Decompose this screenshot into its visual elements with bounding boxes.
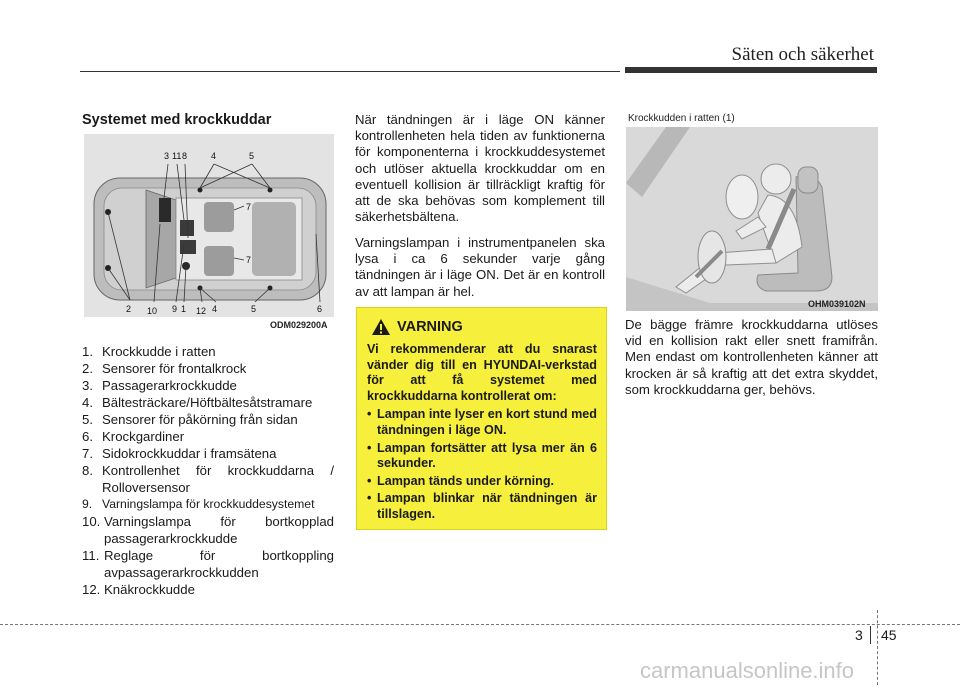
list-item: 12. Knäkrockkudde — [82, 582, 195, 597]
footer-rule — [0, 624, 960, 625]
callout-top-3: 8 — [182, 151, 188, 161]
airbag-legend-list — [82, 343, 334, 598]
list-item: 11. Reglage för bortkoppling avpassagerarkrockkudden — [82, 548, 334, 580]
callout-bottom-3: 9 — [172, 304, 178, 314]
header-rule — [80, 71, 620, 72]
list-item: 3. Passagerarkrockkudde — [82, 378, 237, 393]
driver-seat-illustration — [626, 127, 878, 311]
warning-header — [371, 318, 597, 336]
warning-box — [356, 307, 607, 530]
warning-title: VARNING — [397, 319, 463, 335]
warning-intro: Vi rekommenderar att du snarast vänder dig till en HYUNDAI-verkstad för att få systemet med krockkuddarna kontrollerat om: — [367, 342, 597, 403]
list-item: 9. Varningslampa för krockkuddesystemet — [82, 497, 315, 511]
chapter-title: Säten och säkerhet — [731, 44, 874, 65]
list-item: 7. Sidokrockkuddar i framsätena — [82, 446, 277, 461]
paragraph-front-airbags: De bägge främre krockkuddarna utlöses vid en kollision rakt eller snett framifrån. Men endast om kontrollenheten känner att krocken är så kraftig att det extra skyddet, som krockkuddarna ger, behövs. — [625, 317, 878, 397]
callout-bottom-1: 2 — [126, 304, 132, 314]
footer-vertical-rule — [877, 610, 878, 685]
callout-top-5: 5 — [249, 151, 255, 161]
callout-bottom-2: 10 — [147, 306, 158, 316]
list-item: • Lampan fortsätter att lysa mer än 6 sekunder. — [367, 440, 597, 471]
list-item: 2. Sensorer för frontalkrock — [82, 361, 247, 376]
callout-right-1: 7 — [246, 202, 252, 212]
figure-caption: Krockkudden i ratten (1) — [628, 113, 735, 124]
list-item: • Lampan tänds under körning. — [367, 473, 555, 488]
list-item: • Lampan inte lyser en kort stund med tändningen i läge ON. — [367, 407, 597, 437]
callout-bottom-5: 12 — [196, 306, 207, 316]
watermark: carmanualsonline.info — [640, 658, 855, 683]
list-item: 1. Krockkudde i ratten — [82, 344, 216, 359]
section-heading: Systemet med krockkuddar — [82, 112, 272, 128]
warning-list — [367, 407, 597, 522]
car-topview-illustration — [84, 134, 334, 317]
figure-code-seat: OHM039102N — [808, 299, 866, 309]
page-number-separator — [870, 626, 871, 644]
callout-top-4: 4 — [211, 151, 217, 161]
header-rule-bar — [625, 67, 877, 73]
paragraph-warning-lamp: Varningslampan i instrumentpanelen ska lysa i ca 6 sekunder varje gång tändningen är i läge ON. Det är en kontroll av att lampan är hel. — [355, 235, 605, 299]
list-item: 10. Varningslampa för bortkopplad passagerarkrockkudde — [82, 514, 334, 546]
driver-airbag-figure — [626, 127, 878, 311]
callout-bottom-6: 4 — [212, 304, 218, 314]
callout-bottom-4: 1 — [181, 304, 187, 314]
list-item: • Lampan blinkar när tändningen är tillslagen. — [367, 491, 597, 521]
callout-bottom-8: 6 — [317, 304, 323, 314]
figure-code: ODM029200A — [270, 320, 328, 330]
list-item: 5. Sensorer för påkörning från sidan — [82, 412, 298, 427]
page-chapter-number: 3 — [855, 627, 863, 643]
callout-right-2: 7 — [246, 255, 252, 265]
list-item: 4. Bältesträckare/Höftbältesåtstramare — [82, 395, 313, 410]
paragraph-system-monitoring: När tändningen är i läge ON känner kontrollenheten hela tiden av funktionerna för komponenterna i krockkuddesystemet och utlöser aktuella krockkuddar om en eventuell kollision är tillräckligt kraftig för att de ska behövas som komplement till säkerhetsbältena. — [355, 112, 605, 225]
callout-top-1: 3 — [164, 151, 170, 161]
callout-bottom-7: 5 — [251, 304, 257, 314]
callout-top-2: 11 — [172, 151, 182, 161]
page-number: 45 — [881, 627, 897, 643]
warning-triangle-icon — [371, 318, 391, 336]
warning-text — [367, 342, 597, 523]
car-airbag-figure — [84, 134, 334, 317]
list-item: 6. Krockgardiner — [82, 429, 185, 444]
list-item: 8. Kontrollenhet för krockkuddarna / Rolloversensor — [82, 463, 334, 495]
